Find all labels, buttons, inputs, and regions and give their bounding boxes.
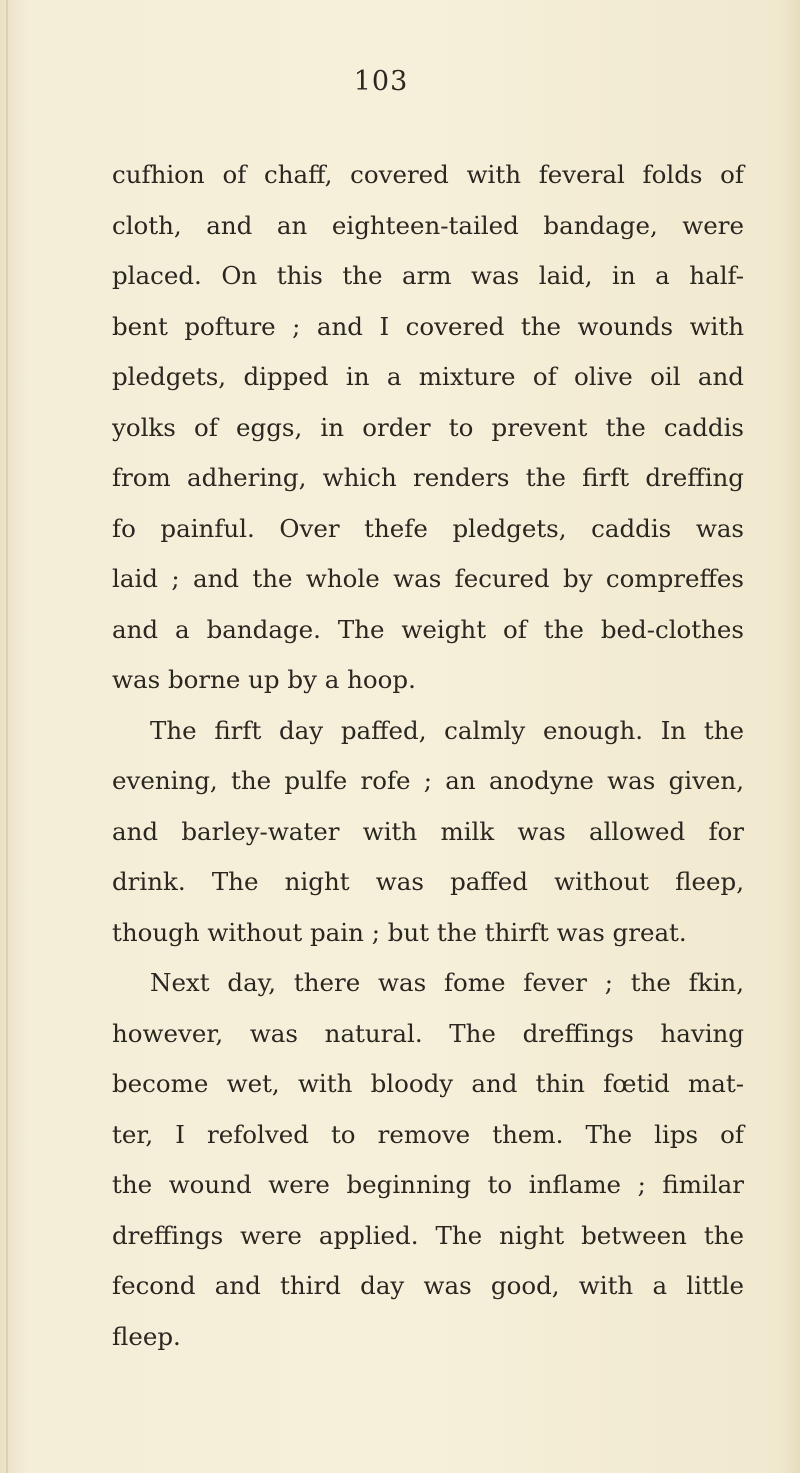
text-line: though without pain ; but the thirft was great.	[112, 917, 687, 947]
text-line: dreffings were applied. The night between the	[112, 1220, 744, 1250]
text-line: fecond and third day was good, with a little	[112, 1271, 744, 1300]
text-line: the wound were beginning to inflame ; fimilar	[112, 1170, 744, 1199]
text-line: laid ; and the whole was fecured by compreffes	[112, 564, 744, 593]
text-line: Next day, there was fome fever ; the fkin,	[150, 968, 744, 997]
text-line: and a bandage. The weight of the bed-clothes	[112, 614, 744, 644]
text-line: however, was natural. The dreffings having	[112, 1018, 744, 1048]
text-line: yolks of eggs, in order to prevent the caddis	[112, 412, 744, 442]
text-line: ter, I refolved to remove them. The lips of	[112, 1119, 744, 1149]
text-line: cufhion of chaff, covered with feveral folds of	[112, 160, 744, 189]
text-line: evening, the pulfe rofe ; an anodyne was given,	[112, 766, 744, 795]
text-line: and barley-water with milk was allowed for	[112, 816, 744, 846]
text-line: placed. On this the arm was laid, in a half-	[112, 261, 744, 290]
text-line: drink. The night was paffed without fleep,	[112, 867, 744, 896]
page-gutter-shadow	[6, 0, 8, 1473]
text-line: The firft day paffed, calmly enough. In the	[150, 715, 744, 745]
text-line: was borne up by a hoop.	[112, 665, 416, 694]
text-line: fleep.	[112, 1321, 181, 1351]
text-line: become wet, with bloody and thin fœtid mat-	[112, 1069, 744, 1098]
text-line: cloth, and an eighteen-tailed bandage, were	[112, 210, 744, 240]
page-number: 103	[353, 66, 409, 97]
body-text	[112, 150, 744, 1362]
text-line: from adhering, which renders the firft dreffing	[112, 463, 744, 492]
text-line: fo painful. Over thefe pledgets, caddis was	[112, 513, 744, 543]
text-line: bent pofture ; and I covered the wounds with	[112, 311, 744, 341]
text-line: pledgets, dipped in a mixture of olive oil and	[112, 362, 744, 391]
